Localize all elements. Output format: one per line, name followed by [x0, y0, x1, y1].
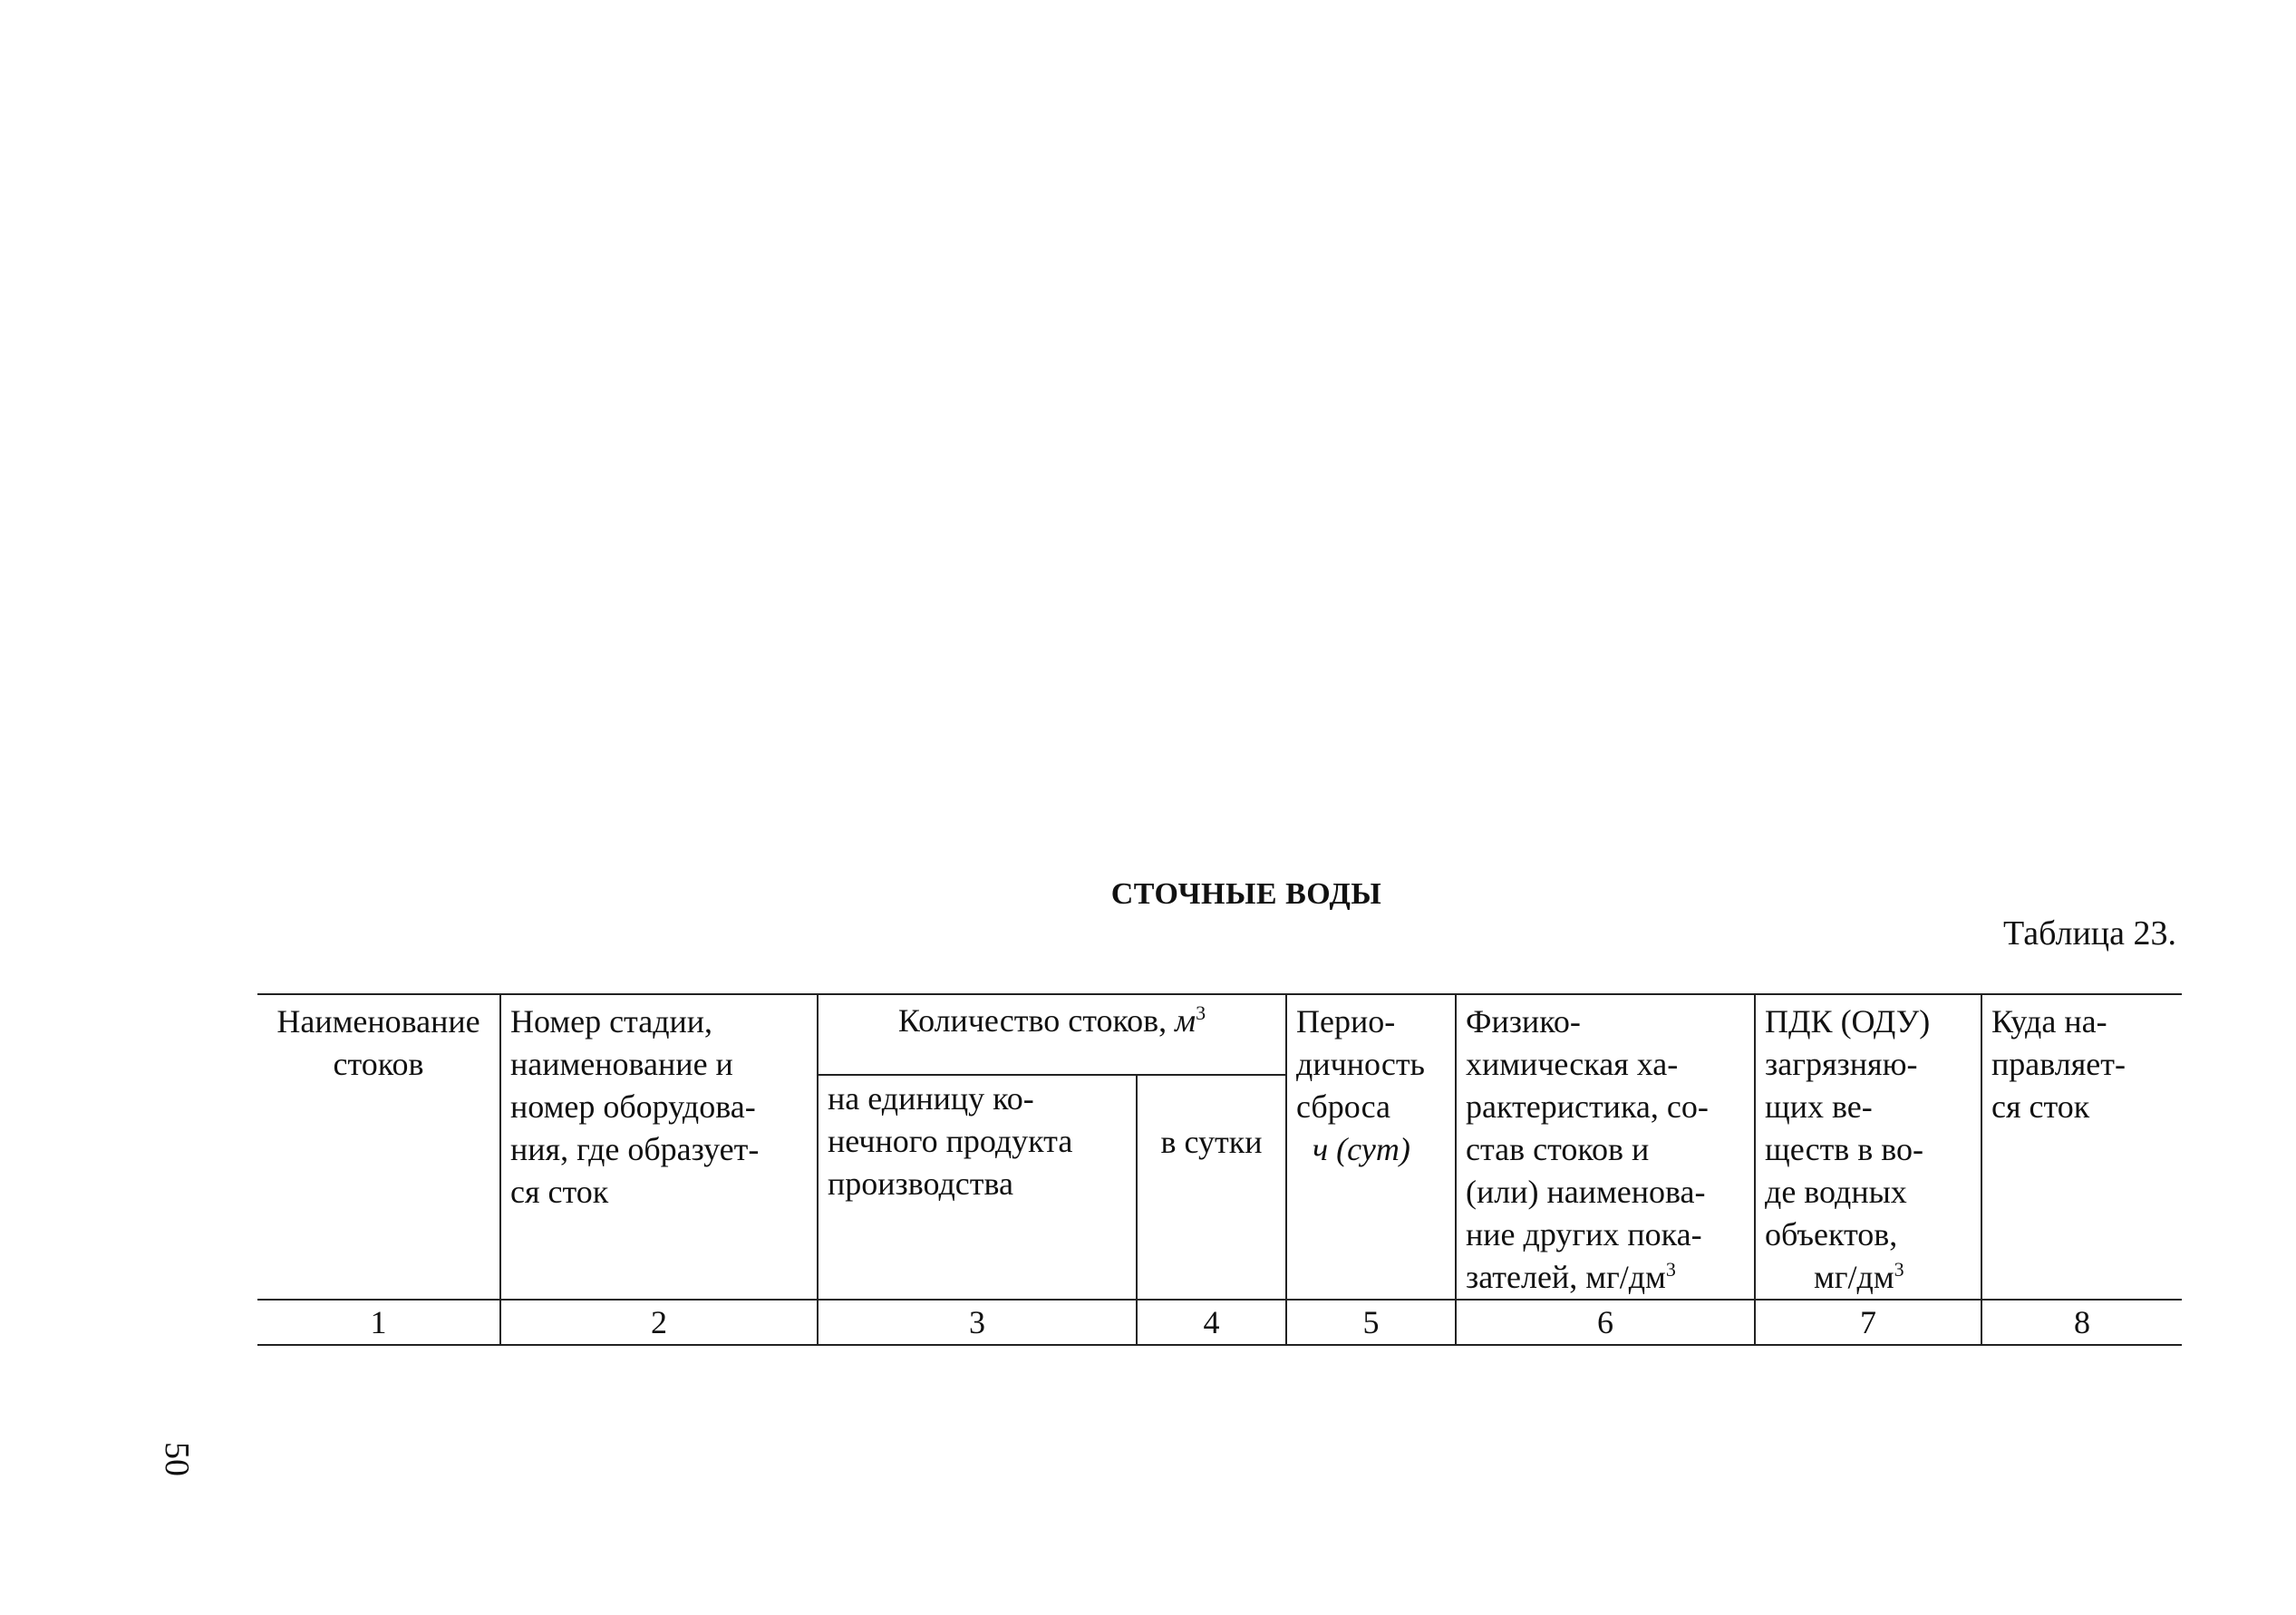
- header-mpc-unit: мг/дм: [1814, 1259, 1894, 1295]
- header-destination: Куда на- правляет- ся сток: [1981, 994, 2182, 1300]
- header-per-unit-product: на единицу ко- нечного продукта производства: [818, 1075, 1137, 1300]
- column-number-4: 4: [1137, 1300, 1286, 1345]
- header-mpc-sup: 3: [1894, 1258, 1904, 1281]
- column-number-1: 1: [257, 1300, 500, 1345]
- header-row-top: [257, 994, 2182, 1075]
- header-discharge-periodicity-unit: ч (сут): [1313, 1131, 1410, 1167]
- sewage-table: [257, 993, 2182, 1346]
- header-waste-quantity-unit-sup: 3: [1196, 1001, 1206, 1024]
- table-number: Таблица 23.: [2002, 914, 2176, 953]
- header-mpc-unit-line: [1765, 1256, 1971, 1299]
- column-number-5: 5: [1286, 1300, 1456, 1345]
- header-physicochemical: [1456, 994, 1755, 1300]
- column-number-8: 8: [1981, 1300, 2182, 1345]
- column-number-2: 2: [500, 1300, 818, 1345]
- header-waste-quantity: [818, 994, 1286, 1075]
- header-mpc: [1755, 994, 1981, 1300]
- header-per-day: в сутки: [1137, 1075, 1286, 1300]
- column-number-7: 7: [1755, 1300, 1981, 1345]
- header-waste-name: Наименование стоков: [257, 994, 500, 1300]
- header-discharge-periodicity-text: Перио- дичность сброса: [1296, 1003, 1425, 1125]
- header-discharge-periodicity: [1286, 994, 1456, 1300]
- document-title: СТОЧНЫЕ ВОДЫ: [1110, 877, 1382, 911]
- header-physicochemical-sup: 3: [1665, 1258, 1676, 1281]
- column-number-3: 3: [818, 1300, 1137, 1345]
- header-physicochemical-text: Физико- химическая ха- рактеристика, со- став стоков и (или) наименова- ние других пока- зателей, мг/дм: [1466, 1003, 1709, 1295]
- header-waste-quantity-unit: м: [1175, 1002, 1196, 1039]
- header-waste-quantity-label: Количество стоков,: [897, 1002, 1176, 1039]
- column-number-6: 6: [1456, 1300, 1755, 1345]
- header-mpc-text: ПДК (ОДУ) загрязняю- щих ве- ществ в во- де водных объектов,: [1765, 1003, 1931, 1252]
- header-stage-equipment: Номер стадии, наименование и номер оборудова- ния, где образует- ся сток: [500, 994, 818, 1300]
- page-number: 50: [158, 1442, 196, 1476]
- column-number-row: [257, 1300, 2182, 1345]
